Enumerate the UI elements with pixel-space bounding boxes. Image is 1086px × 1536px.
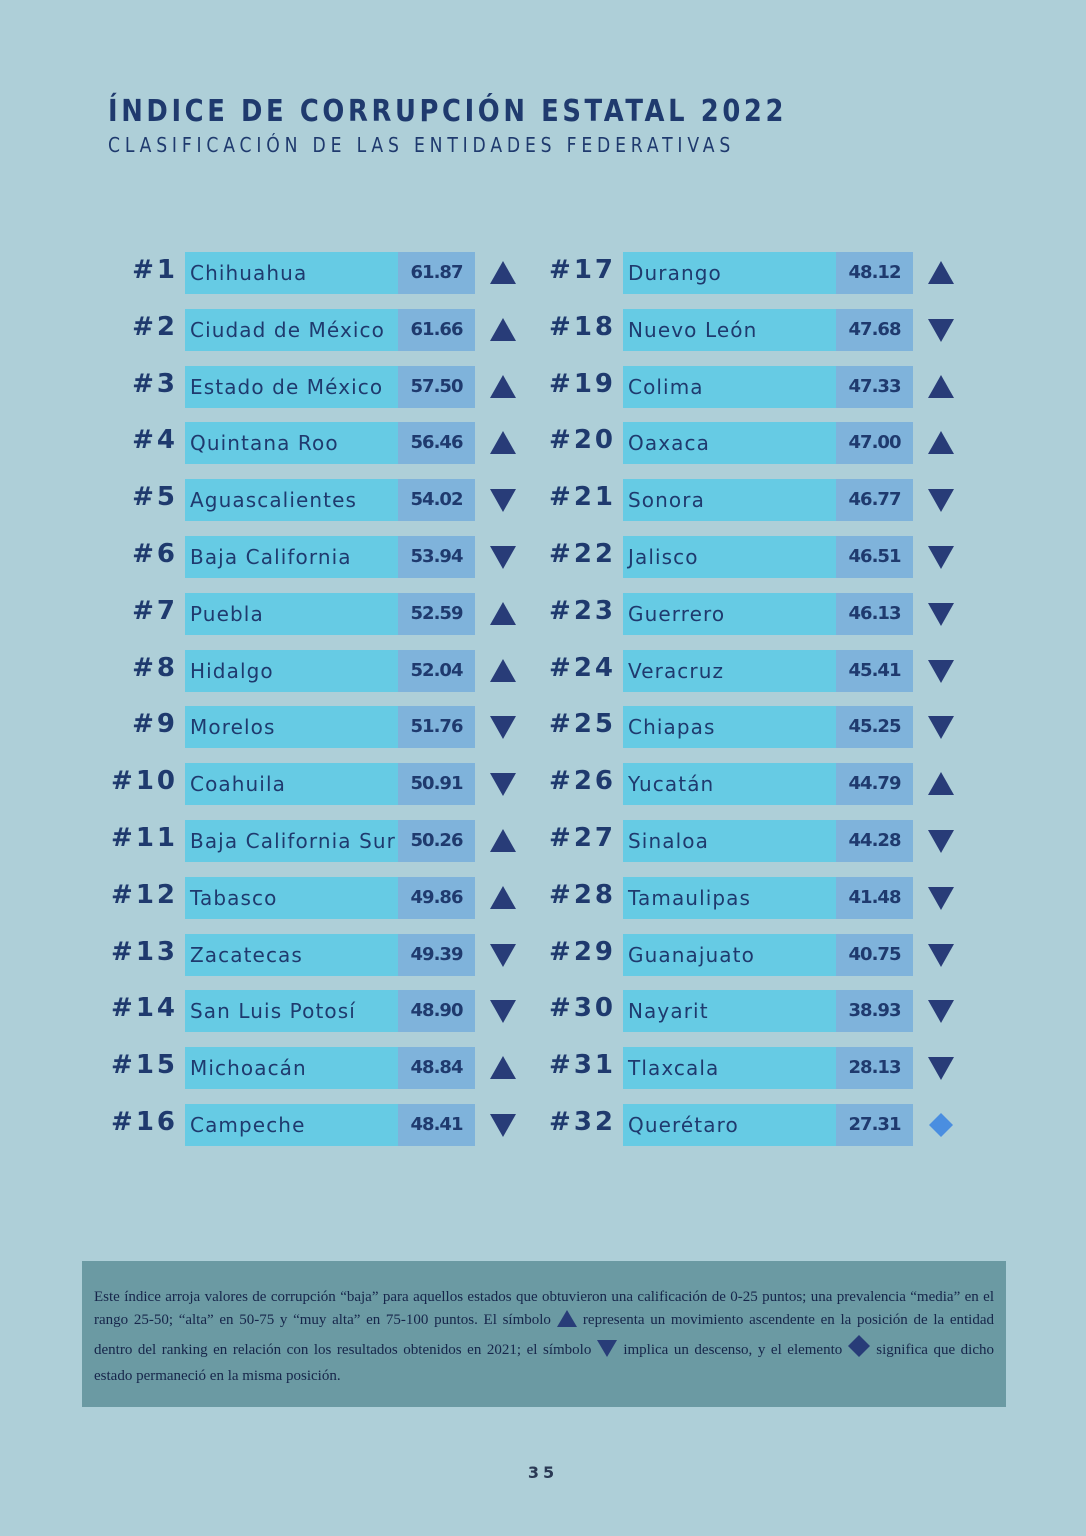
ranking-row: [100, 1104, 530, 1146]
score-value: 57.50: [410, 375, 463, 397]
ranking-row: [538, 650, 968, 692]
score-value: 47.33: [848, 375, 901, 397]
state-bar: [623, 990, 836, 1032]
note-part-2: representa un movimiento ascendente en la posición de la entidad dentro del ranking en relación con los resultados obtenidos en 2021; el símbolo: [94, 1312, 994, 1358]
state-bar: [185, 763, 398, 805]
score-box: [398, 877, 475, 919]
state-name: Quintana Roo: [190, 431, 339, 456]
diamond-icon: [848, 1335, 870, 1365]
score-box: [398, 479, 475, 521]
score-value: 51.76: [410, 716, 463, 738]
rank-number: #7: [132, 595, 178, 626]
state-name: Michoacán: [190, 1056, 307, 1081]
score-box: [836, 309, 913, 351]
ranking-row: [100, 422, 530, 464]
rank-number: #14: [111, 993, 178, 1024]
ranking-row: [100, 706, 530, 748]
score-value: 47.68: [848, 318, 901, 340]
up-arrow-icon: [489, 827, 517, 855]
state-bar: [623, 366, 836, 408]
state-name: Tlaxcala: [628, 1056, 720, 1081]
state-name: Oaxaca: [628, 431, 710, 456]
ranking-row: [538, 366, 968, 408]
score-box: [836, 820, 913, 862]
score-value: 52.59: [410, 602, 463, 624]
rank-number: #24: [549, 652, 616, 683]
score-value: 48.84: [410, 1057, 463, 1079]
down-arrow-icon: [489, 713, 517, 741]
state-name: Baja California: [190, 545, 352, 569]
rank-number: #11: [111, 823, 178, 853]
ranking-row: [538, 1047, 968, 1089]
score-box: [398, 820, 475, 862]
rank-number: #18: [549, 311, 616, 342]
rank-number: #15: [111, 1050, 178, 1081]
up-arrow-icon: [489, 1054, 517, 1082]
state-name: Morelos: [190, 715, 276, 740]
methodology-note: [82, 1261, 1006, 1407]
rank-number: #27: [549, 823, 616, 853]
rank-number: #23: [549, 595, 616, 626]
state-name: Zacatecas: [190, 942, 303, 967]
score-box: [836, 990, 913, 1032]
rank-number: #2: [132, 311, 178, 342]
state-bar: [623, 820, 836, 862]
page-number: 35: [527, 1463, 559, 1482]
rank-number: #29: [549, 936, 616, 967]
rank-number: #17: [549, 255, 616, 285]
state-bar: [623, 650, 836, 692]
state-bar: [185, 366, 398, 408]
score-box: [398, 990, 475, 1032]
ranking-row: [100, 536, 530, 578]
score-value: 50.26: [410, 830, 463, 851]
down-arrow-icon: [927, 486, 955, 514]
down-arrow-icon: [927, 997, 955, 1025]
score-box: [398, 1104, 475, 1146]
state-name: Coahuila: [190, 772, 286, 797]
score-box: [398, 422, 475, 464]
rank-number: #20: [549, 425, 616, 456]
score-value: 48.12: [848, 262, 901, 283]
rank-number: #28: [549, 879, 616, 910]
rank-number: #22: [549, 539, 616, 569]
diamond-icon: [927, 1111, 955, 1139]
down-arrow-icon: [927, 1054, 955, 1082]
up-arrow-icon: [489, 657, 517, 685]
score-value: 47.00: [848, 432, 901, 454]
down-arrow-icon: [927, 884, 955, 912]
rank-number: #5: [132, 482, 178, 513]
ranking-row: [100, 650, 530, 692]
state-bar: [185, 1104, 398, 1146]
state-name: Chihuahua: [190, 261, 308, 285]
rank-number: #12: [111, 879, 178, 910]
state-bar: [623, 763, 836, 805]
state-bar: [185, 877, 398, 919]
ranking-row: [538, 252, 968, 294]
state-name: Querétaro: [628, 1113, 739, 1137]
ranking-row: [538, 934, 968, 976]
down-arrow-icon: [927, 657, 955, 685]
state-name: Durango: [628, 261, 722, 285]
rank-number: #32: [549, 1107, 616, 1137]
score-value: 49.39: [410, 943, 463, 965]
score-box: [398, 252, 475, 294]
state-bar: [185, 593, 398, 635]
ranking-row: [538, 593, 968, 635]
score-value: 52.04: [410, 659, 463, 681]
state-name: Estado de México: [190, 374, 384, 399]
state-name: Sinaloa: [628, 829, 709, 853]
ranking-row: [538, 422, 968, 464]
state-bar: [623, 593, 836, 635]
score-box: [398, 366, 475, 408]
score-value: 49.86: [410, 886, 463, 908]
rank-number: #16: [111, 1107, 178, 1137]
ranking-row: [100, 366, 530, 408]
score-value: 41.48: [848, 886, 901, 908]
score-value: 27.31: [848, 1114, 901, 1135]
ranking-row: [100, 877, 530, 919]
rank-number: #4: [132, 425, 178, 456]
ranking-row: [100, 252, 530, 294]
rank-number: #13: [111, 936, 178, 967]
score-box: [398, 536, 475, 578]
ranking-row: [538, 1104, 968, 1146]
rank-number: #30: [549, 993, 616, 1024]
score-value: 54.02: [410, 489, 463, 511]
score-value: 50.91: [410, 773, 463, 795]
score-value: 38.93: [848, 1000, 901, 1022]
score-box: [836, 706, 913, 748]
rank-number: #10: [111, 766, 178, 797]
state-bar: [185, 934, 398, 976]
down-arrow-icon: [489, 941, 517, 969]
rank-number: #31: [549, 1050, 616, 1081]
state-bar: [623, 706, 836, 748]
score-value: 46.13: [848, 602, 901, 624]
score-box: [398, 593, 475, 635]
down-arrow-icon: [927, 827, 955, 855]
state-bar: [623, 877, 836, 919]
up-arrow-icon: [489, 373, 517, 401]
score-value: 46.77: [848, 489, 901, 511]
state-bar: [185, 990, 398, 1032]
ranking-row: [100, 593, 530, 635]
up-arrow-icon: [927, 429, 955, 457]
up-arrow-icon: [489, 429, 517, 457]
state-name: Nayarit: [628, 999, 709, 1024]
page-subtitle: CLASIFICACIÓN DE LAS ENTIDADES FEDERATIVAS: [108, 133, 736, 157]
ranking-row: [538, 990, 968, 1032]
state-name: Ciudad de México: [190, 317, 385, 342]
up-arrow-icon: [489, 259, 517, 287]
ranking-row: [100, 309, 530, 351]
down-arrow-icon: [489, 543, 517, 571]
rank-number: #3: [132, 368, 178, 399]
score-box: [398, 650, 475, 692]
ranking-row: [538, 763, 968, 805]
score-value: 44.28: [848, 830, 901, 851]
rank-number: #1: [132, 255, 178, 285]
state-name: Hidalgo: [190, 658, 274, 683]
state-bar: [623, 1104, 836, 1146]
state-bar: [623, 422, 836, 464]
ranking-row: [538, 536, 968, 578]
ranking-row: [538, 820, 968, 862]
ranking-row: [100, 1047, 530, 1089]
down-arrow-icon: [927, 941, 955, 969]
state-name: Sonora: [628, 488, 705, 513]
score-box: [836, 366, 913, 408]
score-box: [398, 763, 475, 805]
state-bar: [185, 536, 398, 578]
rank-number: #26: [549, 766, 616, 797]
state-bar: [623, 252, 836, 294]
state-bar: [623, 1047, 836, 1089]
rank-number: #19: [549, 368, 616, 399]
state-name: Campeche: [190, 1113, 306, 1137]
state-name: Tabasco: [190, 885, 278, 910]
down-arrow-icon: [489, 770, 517, 798]
rank-number: #8: [132, 652, 178, 683]
score-value: 28.13: [848, 1057, 901, 1079]
note-part-1: Este índice arroja valores de corrupción “baja” para aquellos estados que obtuvieron una calificación de 0-25 puntos; una prevalencia “media” en el rango 25-50; “alta” en 50-75 y “muy alta” en 75-100 puntos. El símbolo: [94, 1289, 994, 1328]
score-box: [398, 934, 475, 976]
score-box: [836, 536, 913, 578]
score-value: 48.41: [410, 1114, 463, 1135]
ranking-row: [100, 763, 530, 805]
down-arrow-icon: [489, 486, 517, 514]
up-arrow-icon: [927, 770, 955, 798]
score-box: [398, 1047, 475, 1089]
down-arrow-icon: [927, 543, 955, 571]
state-name: Colima: [628, 374, 704, 399]
state-bar: [185, 252, 398, 294]
note-part-4: significa que dicho estado permaneció en la misma posición.: [94, 1342, 994, 1384]
score-box: [836, 1047, 913, 1089]
score-box: [836, 479, 913, 521]
up-arrow-icon: [927, 373, 955, 401]
state-bar: [623, 479, 836, 521]
down-arrow-icon: [489, 1111, 517, 1139]
rank-number: #9: [132, 709, 178, 740]
page-header: [108, 94, 898, 157]
score-box: [836, 422, 913, 464]
state-bar: [185, 706, 398, 748]
score-box: [836, 650, 913, 692]
score-box: [836, 593, 913, 635]
rank-number: #21: [549, 482, 616, 513]
state-bar: [185, 1047, 398, 1089]
state-name: Nuevo León: [628, 317, 758, 342]
score-box: [398, 309, 475, 351]
score-value: 61.87: [410, 262, 463, 283]
page-title: ÍNDICE DE CORRUPCIÓN ESTATAL 2022: [108, 94, 788, 129]
state-name: Veracruz: [628, 658, 725, 683]
state-bar: [185, 479, 398, 521]
ranking-row: [100, 990, 530, 1032]
state-name: Guerrero: [628, 601, 726, 626]
down-arrow-icon: [927, 600, 955, 628]
score-value: 61.66: [410, 318, 463, 340]
up-arrow-icon: [489, 884, 517, 912]
down-arrow-icon: [927, 316, 955, 344]
state-bar: [185, 422, 398, 464]
score-value: 48.90: [410, 1000, 463, 1022]
state-bar: [185, 650, 398, 692]
note-text: [94, 1286, 994, 1388]
score-value: 40.75: [848, 943, 901, 965]
state-bar: [623, 536, 836, 578]
state-name: Chiapas: [628, 715, 716, 740]
up-arrow-icon: [557, 1310, 577, 1335]
state-name: Aguascalientes: [190, 488, 358, 513]
ranking-row: [538, 479, 968, 521]
note-part-3: implica un descenso, y el elemento: [623, 1342, 843, 1358]
down-arrow-icon: [597, 1340, 617, 1365]
ranking-row: [538, 309, 968, 351]
score-value: 45.25: [848, 716, 901, 738]
ranking-row: [538, 706, 968, 748]
state-name: San Luis Potosí: [190, 999, 356, 1024]
state-name: Yucatán: [628, 772, 715, 797]
score-box: [836, 763, 913, 805]
ranking-row: [100, 934, 530, 976]
state-bar: [623, 309, 836, 351]
up-arrow-icon: [927, 259, 955, 287]
score-box: [836, 934, 913, 976]
state-bar: [185, 820, 398, 862]
ranking-row: [100, 820, 530, 862]
score-box: [836, 1104, 913, 1146]
score-box: [836, 877, 913, 919]
state-name: Puebla: [190, 601, 264, 626]
rank-number: #25: [549, 709, 616, 740]
score-value: 44.79: [848, 773, 901, 795]
ranking-row: [100, 479, 530, 521]
up-arrow-icon: [489, 316, 517, 344]
state-bar: [623, 934, 836, 976]
rank-number: #6: [132, 539, 178, 569]
state-name: Baja California Sur: [190, 829, 396, 853]
down-arrow-icon: [489, 997, 517, 1025]
state-name: Jalisco: [628, 545, 699, 569]
score-value: 46.51: [848, 546, 901, 567]
score-value: 53.94: [410, 546, 463, 567]
score-box: [836, 252, 913, 294]
score-box: [398, 706, 475, 748]
state-bar: [185, 309, 398, 351]
state-name: Guanajuato: [628, 942, 755, 967]
score-value: 56.46: [410, 432, 463, 454]
ranking-row: [538, 877, 968, 919]
up-arrow-icon: [489, 600, 517, 628]
state-name: Tamaulipas: [628, 885, 752, 910]
down-arrow-icon: [927, 713, 955, 741]
score-value: 45.41: [848, 659, 901, 681]
